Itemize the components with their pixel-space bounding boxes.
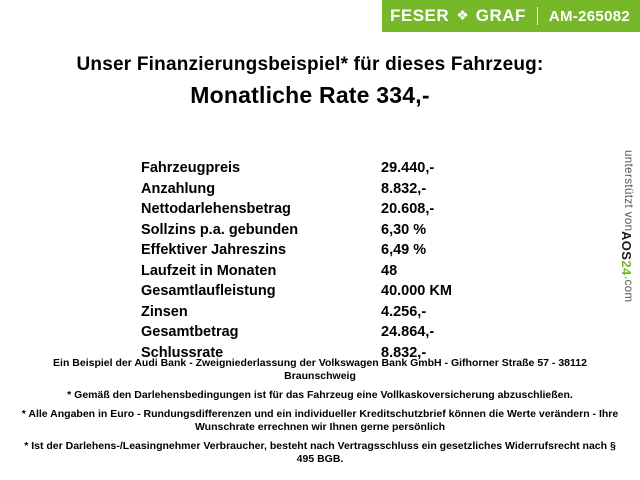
detail-label: Effektiver Jahreszins xyxy=(141,242,287,258)
clover-icon: ❖ xyxy=(456,7,469,23)
detail-label: Sollzins p.a. gebunden xyxy=(141,221,299,238)
table-row xyxy=(141,324,471,345)
table-row xyxy=(141,304,471,325)
detail-value: 29.440,- xyxy=(381,160,435,176)
table-row xyxy=(141,222,471,243)
footnote-bank: Ein Beispiel der Audi Bank - Zweigniederlassung der Volkswagen Bank GmbH - Gifhorner Straße 57 - 38112 Braunschweig xyxy=(53,357,587,382)
table-row xyxy=(141,201,471,222)
page-subtitle: Unser Finanzierungsbeispiel* für dieses Fahrzeug: xyxy=(76,54,544,75)
detail-label: Laufzeit in Monaten xyxy=(141,262,277,279)
table-row xyxy=(141,263,471,284)
aos24-brand: AOS24 xyxy=(619,231,634,277)
detail-label: Fahrzeugpreis xyxy=(141,160,241,176)
detail-label: Anzahlung xyxy=(141,180,216,197)
brand-logo xyxy=(390,6,630,26)
supported-by-prefix: unterstützt von xyxy=(622,150,634,232)
table-row xyxy=(141,242,471,263)
footnotes-block xyxy=(10,357,630,466)
footnote-withdrawal: * Ist der Darlehens-/Leasingnehmer Verbraucher, besteht nach Vertragsschluss ein gesetzliches Widerrufsrecht nach § 495 BGB. xyxy=(24,440,616,465)
detail-label: Nettodarlehensbetrag xyxy=(141,201,291,217)
financing-details-table xyxy=(141,160,471,365)
table-row xyxy=(141,283,471,304)
header-banner xyxy=(382,0,640,32)
detail-value: 40.000 KM xyxy=(381,283,452,299)
brand-name-second: GRAF xyxy=(475,6,526,25)
page-title: Monatliche Rate 334,- xyxy=(190,82,430,108)
table-row xyxy=(141,181,471,202)
detail-value: 8.832,- xyxy=(381,180,427,197)
table-row xyxy=(141,160,471,181)
footnote-insurance: * Gemäß den Darlehensbedingungen ist für das Fahrzeug eine Vollkaskoversicherung abzuschließen. xyxy=(67,389,573,401)
detail-value: 48 xyxy=(381,262,398,279)
supported-by-suffix: .com xyxy=(622,276,634,303)
vehicle-code-badge: AM-265082 xyxy=(548,7,630,25)
detail-value: 4.256,- xyxy=(381,303,427,320)
detail-value: 6,30 % xyxy=(381,221,427,238)
detail-label: Gesamtlaufleistung xyxy=(141,283,276,299)
brand-divider xyxy=(537,7,538,25)
supported-by-credit xyxy=(612,150,634,330)
detail-value: 6,49 % xyxy=(381,242,427,258)
detail-value: 8.832,- xyxy=(381,344,427,361)
brand-name-first: FESER xyxy=(390,6,450,25)
detail-value: 20.608,- xyxy=(381,201,435,217)
detail-label: Schlussrate xyxy=(141,344,224,361)
page-title-block xyxy=(0,54,620,109)
detail-value: 24.864,- xyxy=(381,324,435,340)
footnote-currency: * Alle Angaben in Euro - Rundungsdifferenzen und ein individueller Kreditschutzbrief können die Werte verändern - Ihre Wunschrate errechnen wir Ihnen gerne persönlich xyxy=(21,408,619,433)
detail-label: Gesamtbetrag xyxy=(141,324,239,340)
detail-label: Zinsen xyxy=(141,303,188,320)
